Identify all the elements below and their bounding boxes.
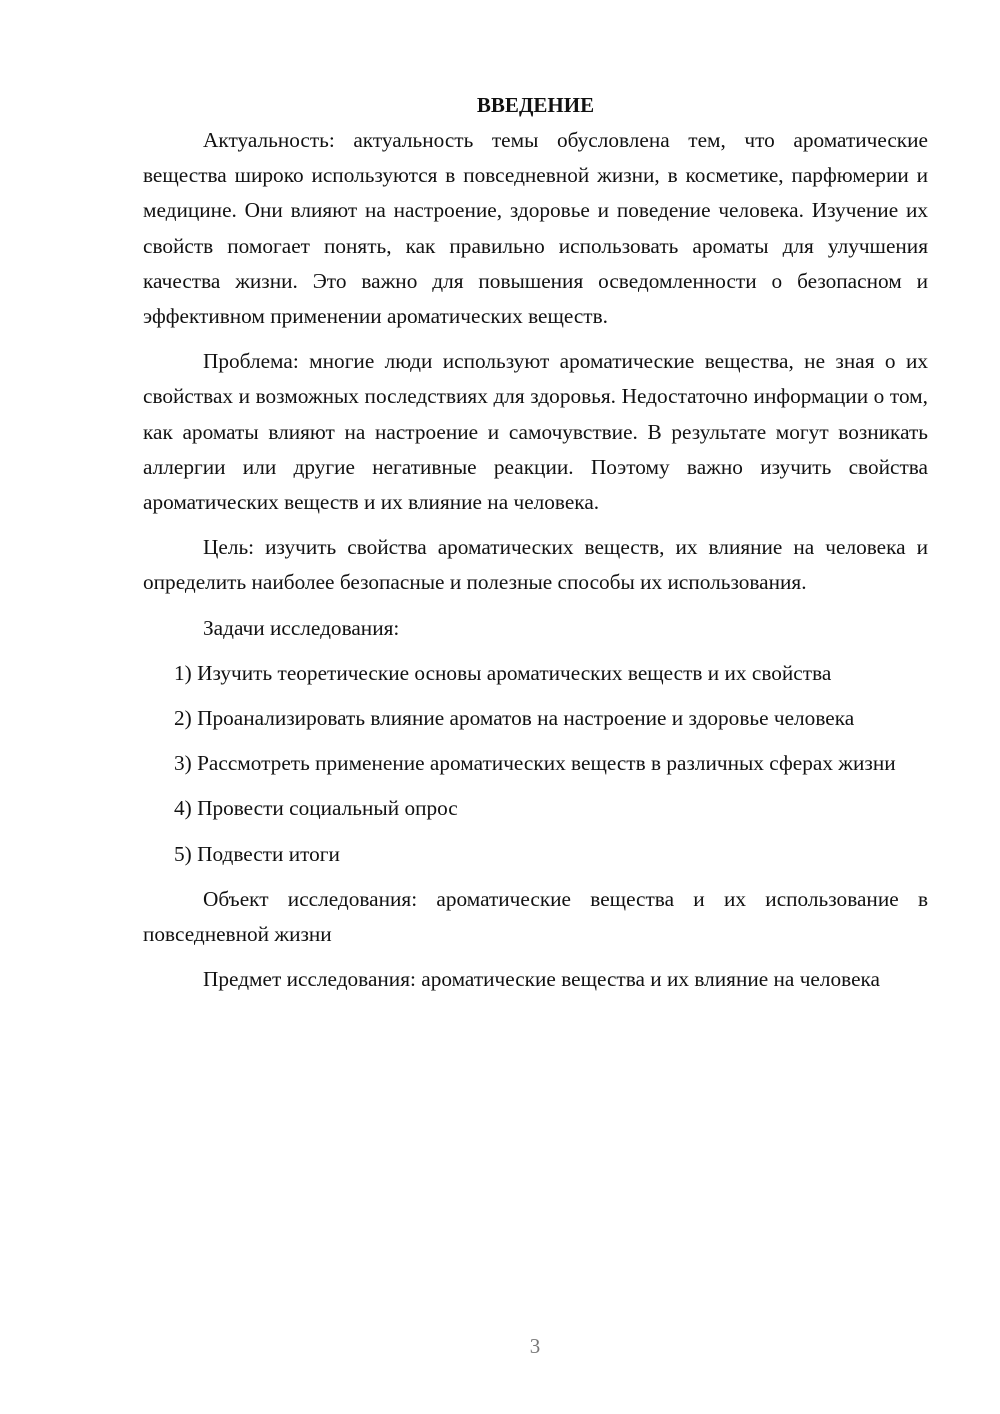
object-paragraph: Объект исследования: ароматические вещества и их использование в повседневной жизни bbox=[143, 886, 928, 947]
problem-paragraph: Проблема: многие люди используют ароматические вещества, не зная о их свойствах и возможных последствиях для здоровья. Недостаточно информации о том, как ароматы влияют на настроение и самочувствие. В результате могут возникать аллергии или другие негативные реакции. Поэтому важно изучить свойства ароматических веществ и их влияние на человека. bbox=[143, 349, 928, 515]
task-item: 3) Рассмотреть применение ароматических веществ в различных сферах жизни bbox=[174, 751, 896, 776]
task-item: 4) Провести социальный опрос bbox=[174, 796, 458, 821]
document-page bbox=[143, 88, 928, 1007]
task-item: 1) Изучить теоретические основы ароматических веществ и их свойства bbox=[174, 660, 832, 685]
task-item: 2) Проанализировать влияние ароматов на настроение и здоровье человека bbox=[174, 706, 855, 731]
goal-paragraph: Цель: изучить свойства ароматических веществ, их влияние на человека и определить наиболее безопасные и полезные способы их использования. bbox=[143, 535, 928, 595]
tasks-title: Задачи исследования: bbox=[203, 615, 400, 640]
task-item: 5) Подвести итоги bbox=[174, 841, 340, 866]
section-heading: ВВЕДЕНИЕ bbox=[476, 93, 595, 117]
relevance-paragraph: Актуальность: актуальность темы обусловлена тем, что ароматические вещества широко используются в повседневной жизни, в косметике, парфюмерии и медицине. Они влияют на настроение, здоровье и поведение человека. Изучение их свойств помогает понять, как правильно использовать ароматы для улучшения качества жизни. Это важно для повышения осведомленности о безопасном и эффективном применении ароматических веществ. bbox=[143, 128, 928, 329]
page-number: 3 bbox=[529, 1334, 541, 1358]
subject-paragraph: Предмет исследования: ароматические вещества и их влияние на человека bbox=[203, 967, 880, 992]
